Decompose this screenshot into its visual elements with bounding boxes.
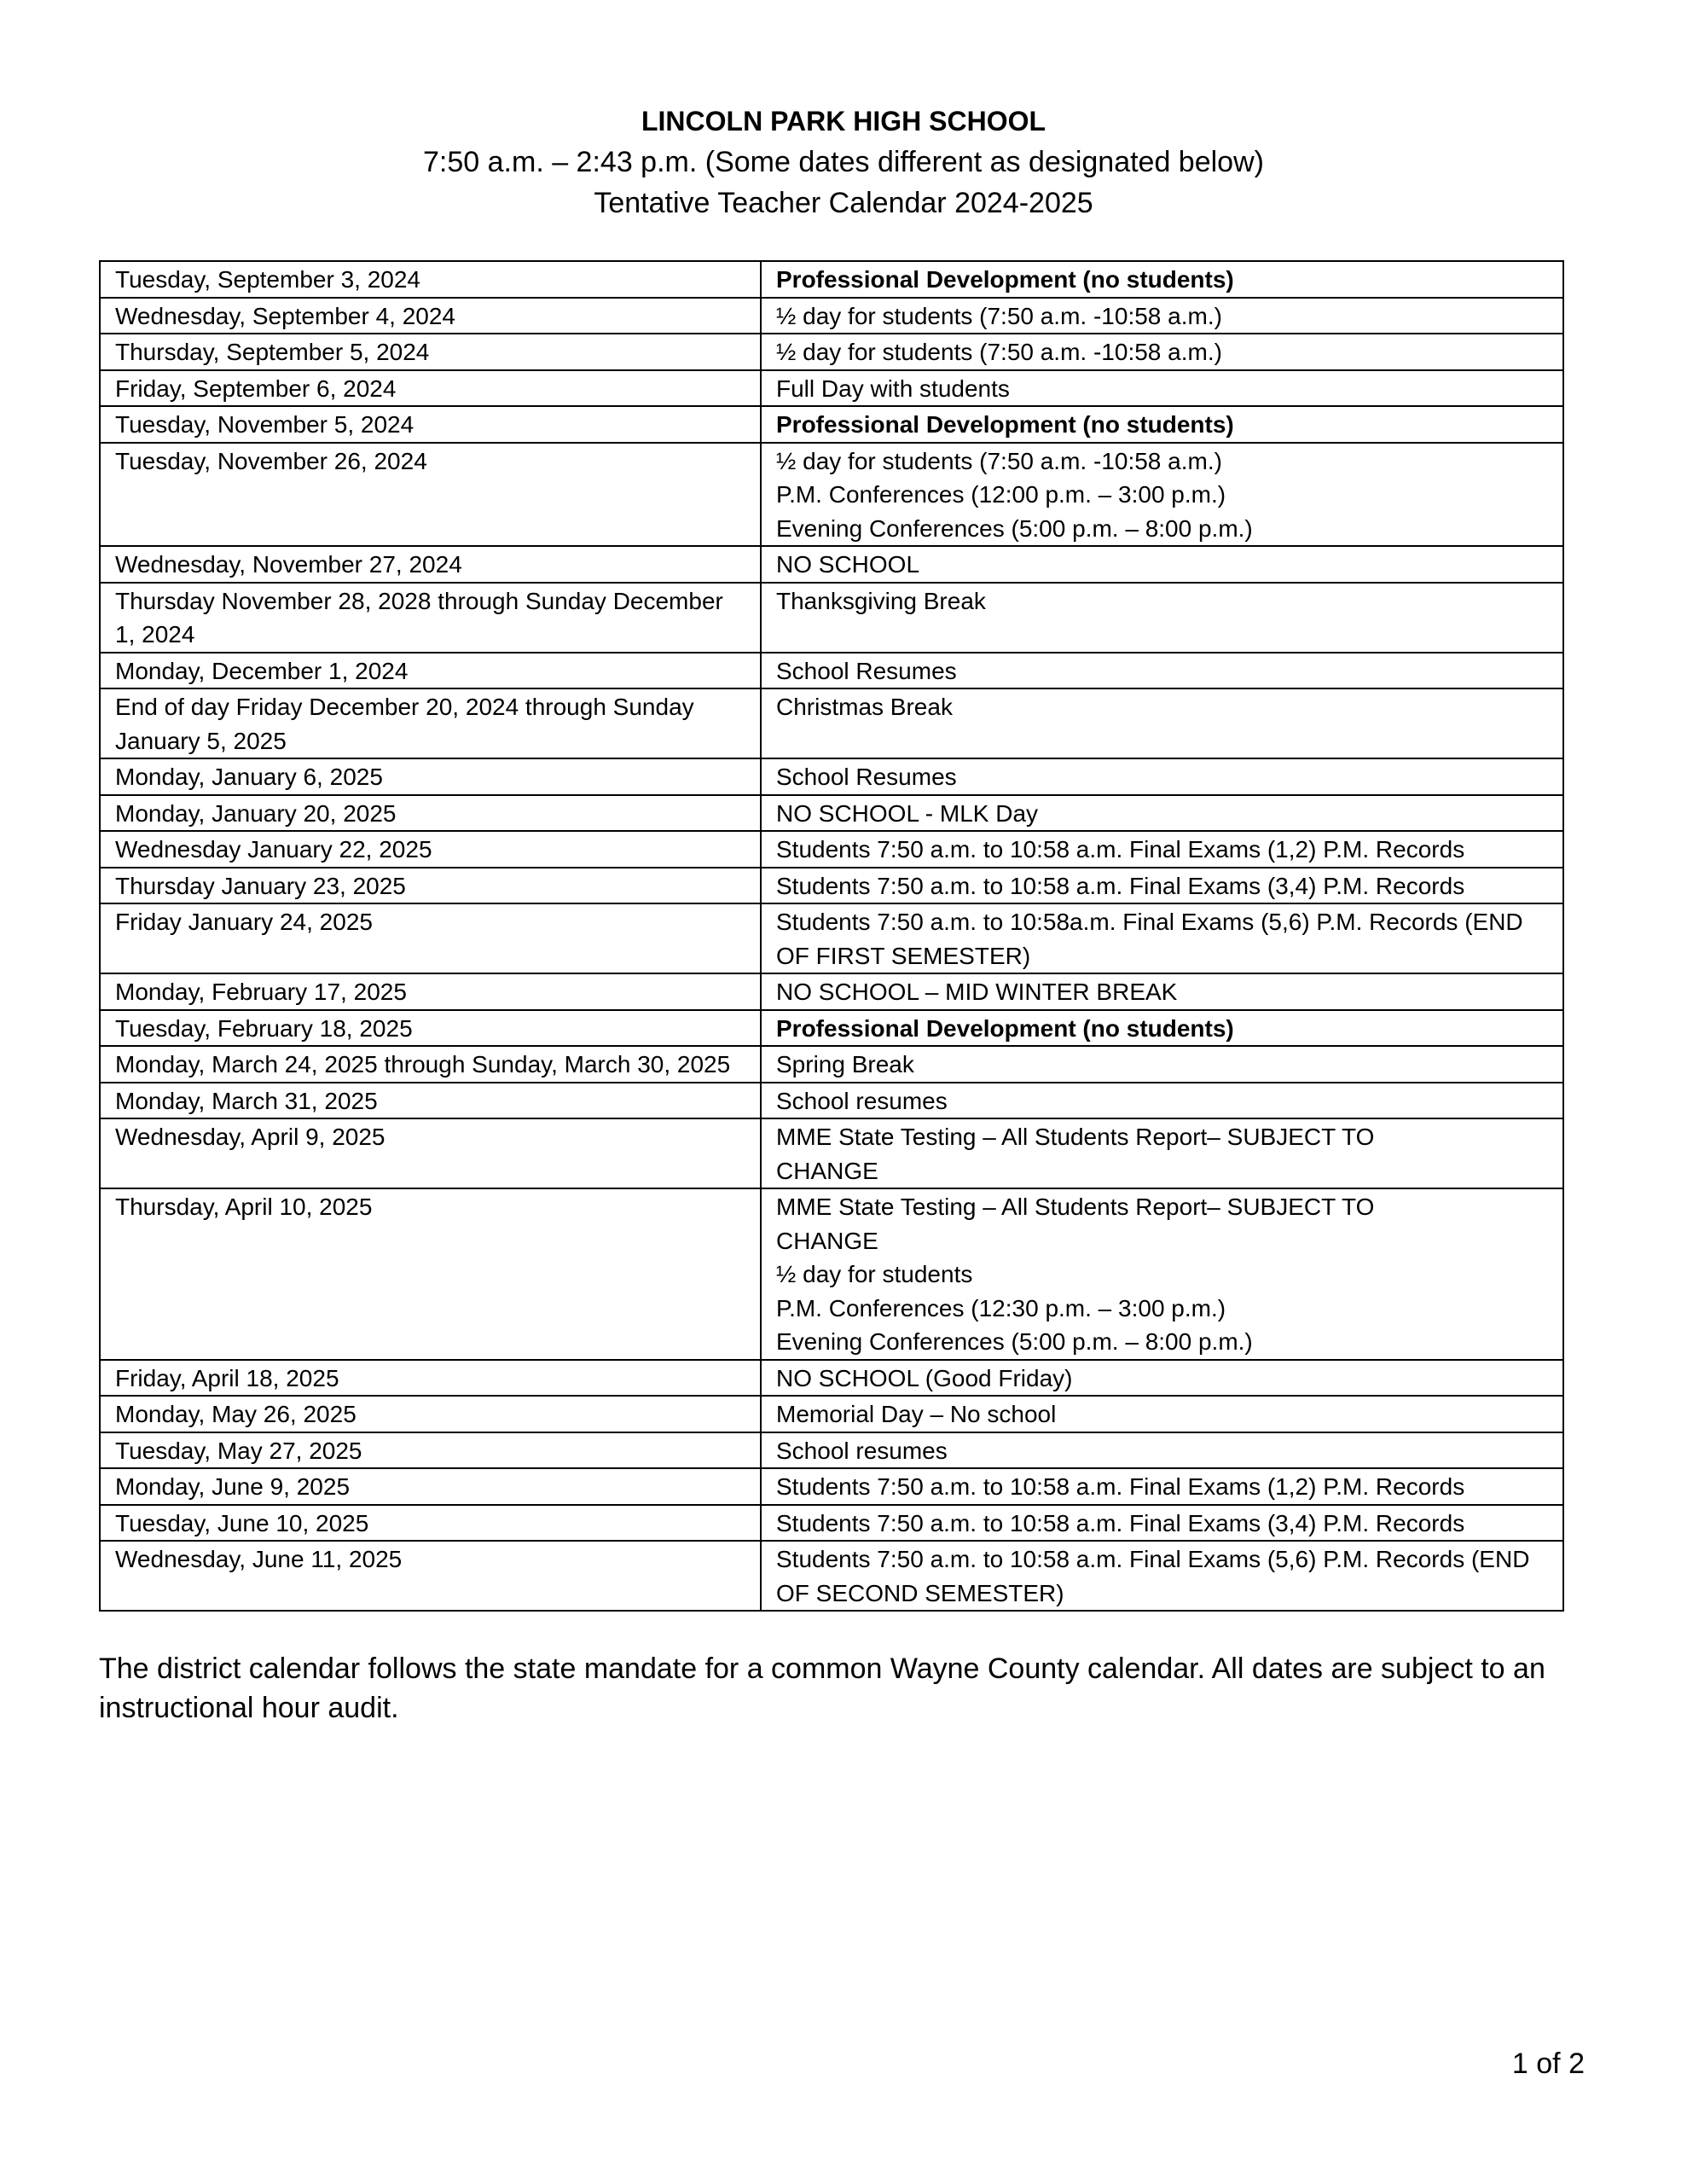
- school-hours: 7:50 a.m. – 2:43 p.m. (Some dates different as designated below): [423, 146, 1264, 178]
- calendar-event-line: Professional Development (no students): [776, 266, 1234, 293]
- calendar-date-cell: Tuesday, September 3, 2024: [100, 261, 761, 298]
- calendar-event-line: ½ day for students (7:50 a.m. -10:58 a.m.): [776, 339, 1222, 365]
- calendar-row: [100, 1118, 1563, 1188]
- calendar-row: [100, 758, 1563, 795]
- calendar-row: [100, 1360, 1563, 1397]
- calendar-event-cell: [761, 1432, 1563, 1469]
- calendar-row: [100, 583, 1563, 653]
- calendar-date-cell: Thursday November 28, 2028 through Sunday December 1, 2024: [100, 583, 761, 653]
- calendar-subtitle: Tentative Teacher Calendar 2024-2025: [594, 187, 1093, 219]
- calendar-event-cell: [761, 1505, 1563, 1542]
- calendar-event-line: ½ day for students (7:50 a.m. -10:58 a.m.): [776, 302, 1222, 329]
- calendar-event-cell: [761, 406, 1563, 443]
- calendar-date-cell: Tuesday, May 27, 2025: [100, 1432, 761, 1469]
- calendar-event-line: Students 7:50 a.m. to 10:58 a.m. Final Exams (1,2) P.M. Records: [776, 836, 1465, 863]
- calendar-event-line: NO SCHOOL (Good Friday): [776, 1364, 1073, 1391]
- calendar-table: [99, 260, 1564, 1612]
- calendar-event-line: Memorial Day – No school: [776, 1401, 1057, 1427]
- calendar-event-line: Spring Break: [776, 1051, 914, 1077]
- calendar-row: [100, 1541, 1563, 1611]
- calendar-date-cell: Tuesday, February 18, 2025: [100, 1010, 761, 1047]
- document-header: [0, 101, 1687, 224]
- calendar-date-cell: Tuesday, November 26, 2024: [100, 443, 761, 547]
- calendar-event-line: Students 7:50 a.m. to 10:58a.m. Final Exams (5,6) P.M. Records (END OF FIRST SEMESTER): [776, 909, 1523, 969]
- calendar-row: [100, 370, 1563, 407]
- calendar-row: [100, 1083, 1563, 1119]
- calendar-row: [100, 298, 1563, 334]
- calendar-event-line: School Resumes: [776, 764, 957, 790]
- calendar-event-line: Students 7:50 a.m. to 10:58 a.m. Final Exams (1,2) P.M. Records: [776, 1473, 1465, 1500]
- calendar-row: [100, 973, 1563, 1010]
- calendar-event-line: Thanksgiving Break: [776, 587, 986, 614]
- calendar-table-body: [100, 261, 1563, 1611]
- calendar-date-cell: Wednesday, November 27, 2024: [100, 546, 761, 583]
- calendar-row: [100, 795, 1563, 832]
- calendar-event-cell: [761, 868, 1563, 904]
- calendar-event-line: Evening Conferences (5:00 p.m. – 8:00 p.m.): [776, 514, 1253, 542]
- calendar-event-cell: [761, 1083, 1563, 1119]
- calendar-event-line: CHANGE: [776, 1157, 878, 1184]
- calendar-event-line: MME State Testing – All Students Report– SUBJECT TO: [776, 1124, 1375, 1150]
- calendar-date-cell: Wednesday, April 9, 2025: [100, 1118, 761, 1188]
- calendar-event-cell: [761, 1360, 1563, 1397]
- calendar-date-cell: Thursday January 23, 2025: [100, 868, 761, 904]
- calendar-date-cell: Monday, March 24, 2025 through Sunday, March 30, 2025: [100, 1046, 761, 1083]
- calendar-event-line: P.M. Conferences (12:30 p.m. – 3:00 p.m.): [776, 1294, 1226, 1321]
- calendar-event-cell: [761, 1541, 1563, 1611]
- calendar-event-line: MME State Testing – All Students Report– SUBJECT TO: [776, 1194, 1375, 1220]
- calendar-event-line: NO SCHOOL - MLK Day: [776, 799, 1039, 827]
- calendar-event-cell: [761, 688, 1563, 758]
- calendar-event-line: Students 7:50 a.m. to 10:58 a.m. Final Exams (3,4) P.M. Records: [776, 1509, 1465, 1536]
- calendar-event-line: Students 7:50 a.m. to 10:58 a.m. Final Exams (5,6) P.M. Records (END OF SECOND SEMESTER): [776, 1546, 1530, 1606]
- calendar-event-cell: [761, 831, 1563, 868]
- calendar-event-line: Professional Development (no students): [776, 411, 1234, 438]
- calendar-date-cell: Tuesday, June 10, 2025: [100, 1505, 761, 1542]
- calendar-row: [100, 653, 1563, 689]
- calendar-row: [100, 688, 1563, 758]
- calendar-date-cell: End of day Friday December 20, 2024 through Sunday January 5, 2025: [100, 688, 761, 758]
- calendar-event-cell: [761, 653, 1563, 689]
- calendar-event-cell: [761, 443, 1563, 547]
- calendar-date-cell: Friday, April 18, 2025: [100, 1360, 761, 1397]
- calendar-event-line: Christmas Break: [776, 694, 953, 720]
- calendar-date-cell: Thursday, April 10, 2025: [100, 1188, 761, 1360]
- calendar-date-cell: Friday January 24, 2025: [100, 903, 761, 973]
- calendar-event-cell: [761, 546, 1563, 583]
- calendar-event-cell: [761, 973, 1563, 1010]
- calendar-date-cell: Friday, September 6, 2024: [100, 370, 761, 407]
- calendar-row: [100, 334, 1563, 370]
- calendar-event-cell: [761, 1396, 1563, 1432]
- calendar-event-cell: [761, 758, 1563, 795]
- calendar-date-cell: Monday, May 26, 2025: [100, 1396, 761, 1432]
- calendar-event-line: Professional Development (no students): [776, 1014, 1234, 1042]
- calendar-event-cell: [761, 795, 1563, 832]
- district-footnote: The district calendar follows the state mandate for a common Wayne County calendar. All dates are subject to an instructional hour audit.: [99, 1653, 1545, 1724]
- calendar-row: [100, 1046, 1563, 1083]
- calendar-date-cell: Monday, March 31, 2025: [100, 1083, 761, 1119]
- calendar-event-cell: [761, 1010, 1563, 1047]
- calendar-date-cell: Wednesday, September 4, 2024: [100, 298, 761, 334]
- calendar-event-cell: [761, 583, 1563, 653]
- calendar-event-line: ½ day for students (7:50 a.m. -10:58 a.m.): [776, 447, 1222, 474]
- calendar-row: [100, 443, 1563, 547]
- calendar-event-cell: [761, 334, 1563, 370]
- calendar-date-cell: Monday, June 9, 2025: [100, 1468, 761, 1505]
- calendar-date-cell: Wednesday January 22, 2025: [100, 831, 761, 868]
- calendar-row: [100, 868, 1563, 904]
- calendar-event-cell: [761, 903, 1563, 973]
- calendar-date-cell: Monday, January 6, 2025: [100, 758, 761, 795]
- calendar-event-line: ½ day for students: [776, 1261, 973, 1287]
- calendar-date-cell: Wednesday, June 11, 2025: [100, 1541, 761, 1611]
- calendar-event-line: Evening Conferences (5:00 p.m. – 8:00 p.m.): [776, 1328, 1253, 1355]
- calendar-row: [100, 1396, 1563, 1432]
- calendar-row: [100, 546, 1563, 583]
- calendar-event-cell: [761, 298, 1563, 334]
- calendar-event-line: School resumes: [776, 1437, 948, 1464]
- calendar-row: [100, 1188, 1563, 1360]
- calendar-date-cell: Monday, February 17, 2025: [100, 973, 761, 1010]
- calendar-event-cell: [761, 1046, 1563, 1083]
- calendar-event-cell: [761, 261, 1563, 298]
- calendar-row: [100, 903, 1563, 973]
- calendar-event-line: NO SCHOOL: [776, 551, 920, 578]
- calendar-row: [100, 1432, 1563, 1469]
- calendar-event-cell: [761, 1188, 1563, 1360]
- calendar-event-line: School resumes: [776, 1087, 948, 1114]
- calendar-row: [100, 406, 1563, 443]
- calendar-date-cell: Monday, January 20, 2025: [100, 795, 761, 832]
- calendar-row: [100, 1505, 1563, 1542]
- calendar-row: [100, 1010, 1563, 1047]
- school-name: LINCOLN PARK HIGH SCHOOL: [641, 106, 1046, 136]
- calendar-date-cell: Monday, December 1, 2024: [100, 653, 761, 689]
- calendar-event-cell: [761, 1118, 1563, 1188]
- calendar-event-line: Students 7:50 a.m. to 10:58 a.m. Final Exams (3,4) P.M. Records: [776, 872, 1465, 899]
- calendar-event-line: P.M. Conferences (12:00 p.m. – 3:00 p.m.): [776, 481, 1226, 508]
- calendar-event-cell: [761, 370, 1563, 407]
- page-number: 1 of 2: [1511, 2048, 1585, 2080]
- calendar-event-line: CHANGE: [776, 1227, 878, 1254]
- calendar-event-line: School Resumes: [776, 657, 957, 684]
- calendar-row: [100, 1468, 1563, 1505]
- calendar-row: [100, 261, 1563, 298]
- calendar-event-cell: [761, 1468, 1563, 1505]
- calendar-event-line: Full Day with students: [776, 375, 1010, 402]
- calendar-row: [100, 831, 1563, 868]
- calendar-date-cell: Tuesday, November 5, 2024: [100, 406, 761, 443]
- calendar-date-cell: Thursday, September 5, 2024: [100, 334, 761, 370]
- calendar-event-line: NO SCHOOL – MID WINTER BREAK: [776, 979, 1178, 1005]
